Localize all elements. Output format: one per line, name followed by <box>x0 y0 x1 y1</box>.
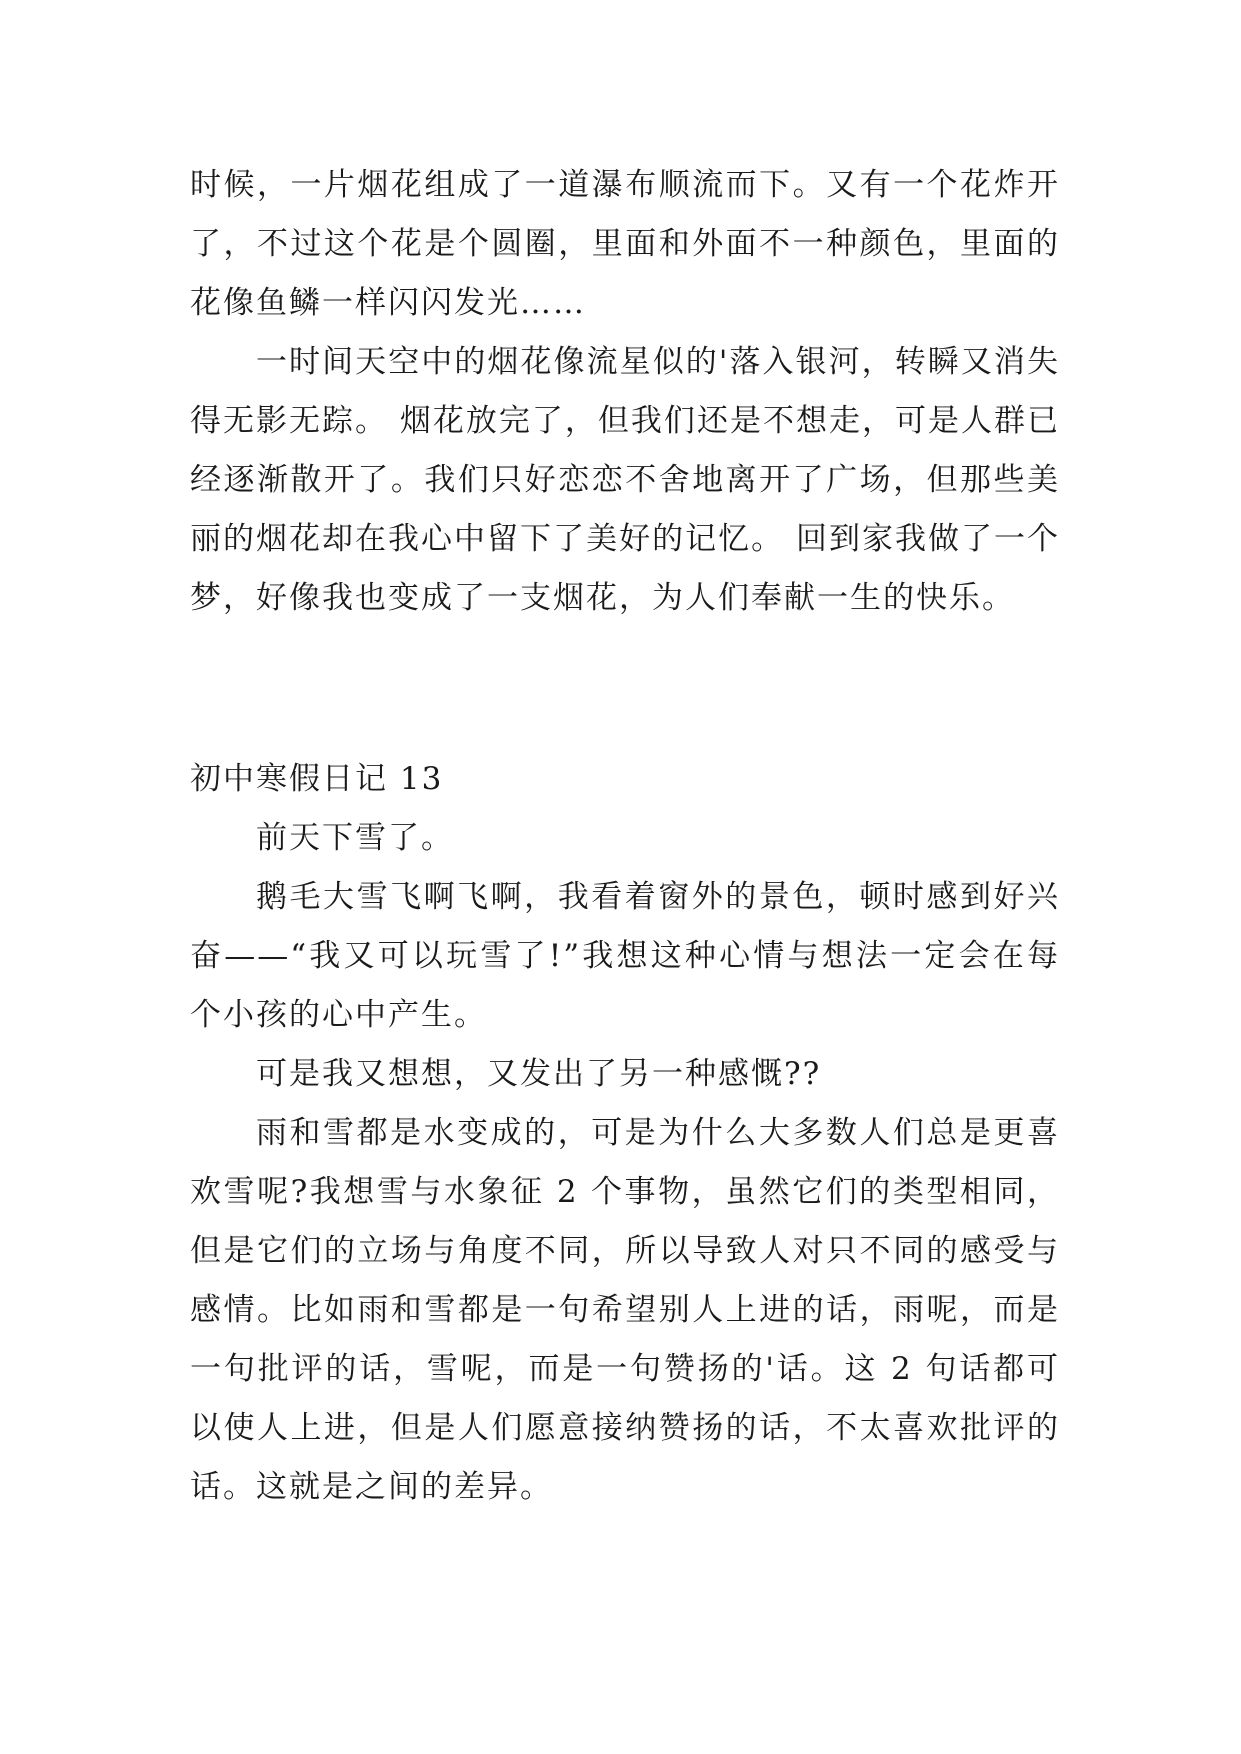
paragraph: 可是我又想想，又发出了另一种感慨?? <box>256 1056 822 1092</box>
paragraph: 雨和雪都是水变成的，可是为什么大多数人们总是更喜欢雪呢?我想雪与水象征 2 个事物，虽然它们的类型相同，但是它们的立场与角度不同，所以导致人对只不同的感受与感情。比如雨和雪都是一句希望别人上进的话，雨呢，而是一句批评的话，雪呢，而是一句赞扬的'话。这 2 句话都可以使人上进，但是人们愿意接纳赞扬的话，不太喜欢批评的话。这就是之间的差异。 <box>190 1115 1060 1505</box>
section-diary-13 <box>190 750 1060 1517</box>
paragraph: 一时间天空中的烟花像流星似的'落入银河，转瞬又消失得无影无踪。 烟花放完了，但我们还是不想走，可是人群已经逐渐散开了。我们只好恋恋不舍地离开了广场，但那些美丽的烟花却在我心中留下了美好的记忆。 回到家我做了一个梦，好像我也变成了一支烟花，为人们奉献一生的快乐。 <box>190 344 1060 616</box>
diary-heading: 初中寒假日记 13 <box>190 761 444 797</box>
paragraph: 鹅毛大雪飞啊飞啊，我看着窗外的景色，顿时感到好兴奋——“我又可以玩雪了!”我想这种心情与想法一定会在每个小孩的心中产生。 <box>190 879 1060 1033</box>
paragraph: 前天下雪了。 <box>256 820 454 856</box>
paragraph: 时候，一片烟花组成了一道瀑布顺流而下。又有一个花炸开了，不过这个花是个圆圈，里面和外面不一种颜色，里面的花像鱼鳞一样闪闪发光…… <box>190 167 1060 321</box>
section-fireworks <box>190 156 1060 628</box>
